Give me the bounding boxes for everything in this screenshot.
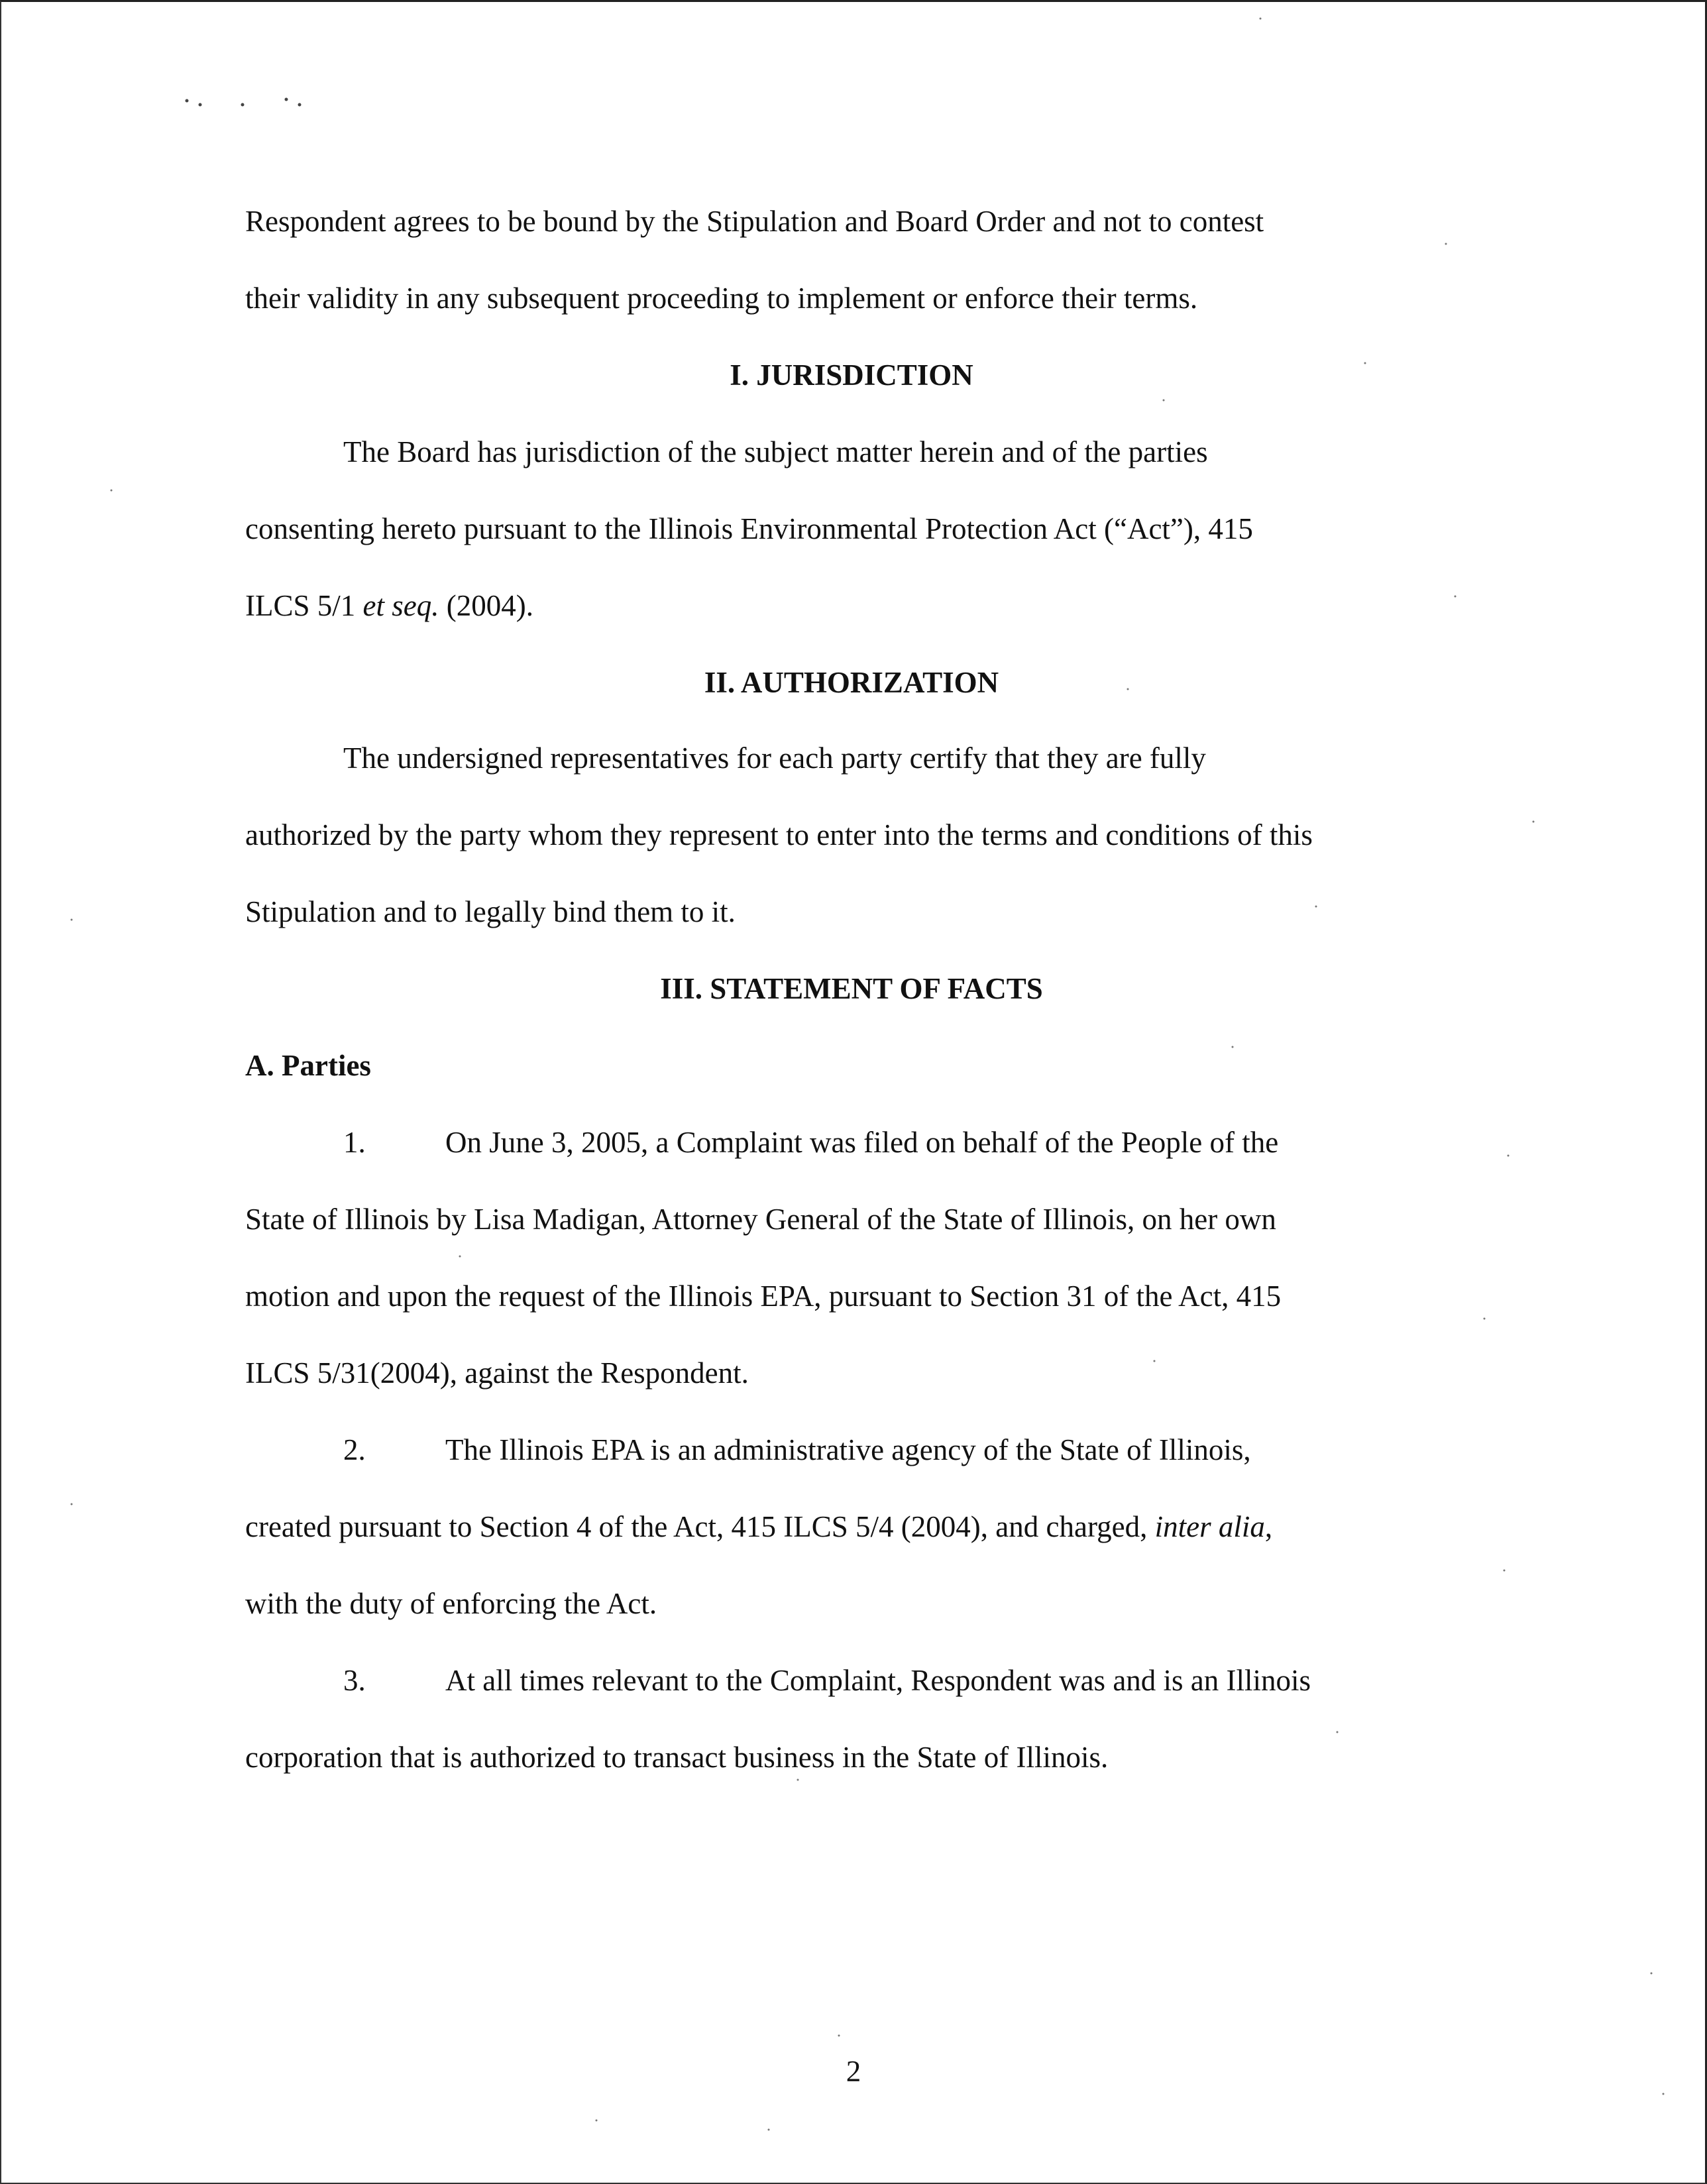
facts-heading: III. STATEMENT OF FACTS bbox=[660, 972, 1043, 1005]
jurisdiction-line-2: consenting hereto pursuant to the Illinois Environmental Protection Act (“Act”), 415 bbox=[245, 512, 1253, 545]
jurisdiction-line-3 bbox=[245, 587, 533, 624]
jurisdiction-citation: ILCS 5/1 bbox=[245, 589, 363, 622]
item-1-line-2: State of Illinois by Lisa Madigan, Attorney General of the State of Illinois, on her own bbox=[245, 1203, 1276, 1236]
jurisdiction-heading: I. JURISDICTION bbox=[730, 358, 973, 392]
item-3-line-2: corporation that is authorized to transact business in the State of Illinois. bbox=[245, 1741, 1109, 1774]
item-2-line-2 bbox=[245, 1508, 1272, 1545]
item-2-line-1: The Illinois EPA is an administrative agency of the State of Illinois, bbox=[445, 1433, 1251, 1466]
intro-line-1: Respondent agrees to be bound by the Stipulation and Board Order and not to contest bbox=[245, 205, 1264, 238]
intro-line-2: their validity in any subsequent proceeding to implement or enforce their terms. bbox=[245, 282, 1198, 315]
item-3-number: 3. bbox=[343, 1664, 366, 1697]
parties-subheading: A. Parties bbox=[245, 1049, 371, 1082]
item-3-line-1: At all times relevant to the Complaint, Respondent was and is an Illinois bbox=[445, 1664, 1311, 1697]
item-1-number: 1. bbox=[343, 1126, 366, 1159]
jurisdiction-et-seq: et seq. bbox=[362, 589, 439, 622]
item-2-number: 2. bbox=[343, 1433, 366, 1466]
item-1-line-4: ILCS 5/31(2004), against the Respondent. bbox=[245, 1356, 749, 1390]
item-2-inter-alia: inter alia bbox=[1154, 1510, 1265, 1543]
item-1-line-1: On June 3, 2005, a Complaint was filed on behalf of the People of the bbox=[445, 1126, 1279, 1159]
item-1-line-3: motion and upon the request of the Illinois EPA, pursuant to Section 31 of the Act, 415 bbox=[245, 1280, 1282, 1313]
jurisdiction-line-1: The Board has jurisdiction of the subject matter herein and of the parties bbox=[343, 435, 1208, 468]
item-2-line-2-text: created pursuant to Section 4 of the Act, 415 ILCS 5/4 (2004), and charged, bbox=[245, 1510, 1155, 1543]
authorization-line-2: authorized by the party whom they represent to enter into the terms and conditions of this bbox=[245, 818, 1313, 851]
page-number: 2 bbox=[846, 2055, 861, 2088]
jurisdiction-year: (2004). bbox=[439, 589, 533, 622]
authorization-line-1: The undersigned representatives for each party certify that they are fully bbox=[343, 741, 1206, 775]
item-2-line-3: with the duty of enforcing the Act. bbox=[245, 1587, 657, 1620]
authorization-heading: II. AUTHORIZATION bbox=[704, 666, 999, 699]
item-2-line-2-comma: , bbox=[1264, 1510, 1273, 1543]
authorization-line-3: Stipulation and to legally bind them to it. bbox=[245, 895, 736, 928]
